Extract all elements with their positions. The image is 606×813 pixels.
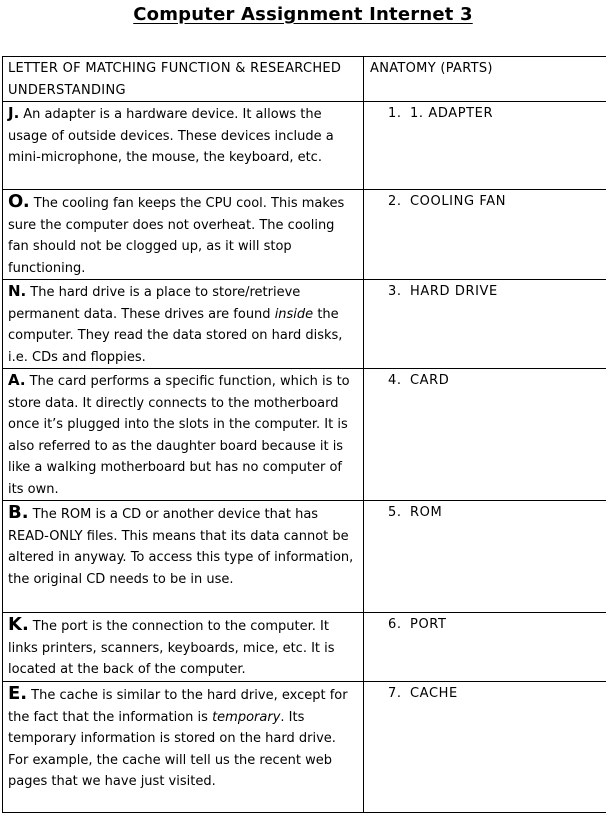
table-row bbox=[3, 280, 606, 369]
part-name: CARD bbox=[410, 373, 449, 388]
letter: A. bbox=[8, 371, 26, 389]
part-number: 2. bbox=[388, 191, 410, 213]
table-row bbox=[3, 102, 606, 190]
part-cell bbox=[364, 102, 606, 190]
part-cell bbox=[364, 369, 606, 501]
part-cell bbox=[364, 190, 606, 280]
function-text: An adapter is a hardware device. It allows the usage of outside devices. These devices include a mini-microphone, the mouse, the keyboard, etc. bbox=[8, 107, 334, 165]
function-cell bbox=[3, 280, 364, 369]
part-cell bbox=[364, 280, 606, 369]
part-name: PORT bbox=[410, 617, 447, 632]
function-cell bbox=[3, 369, 364, 501]
table-row bbox=[3, 369, 606, 501]
function-text: The cooling fan keeps the CPU cool. This makes sure the computer does not overheat. The cooling fan should not be clogged up, as it will stop functioning. bbox=[8, 196, 344, 276]
letter: K. bbox=[8, 614, 29, 635]
part-cell bbox=[364, 682, 606, 813]
part-name: HARD DRIVE bbox=[410, 284, 498, 299]
function-text-cont: . Its temporary information is stored on the hard drive. For example, the cache will tell us the recent web pages that we have just visited. bbox=[8, 710, 336, 790]
table-row bbox=[3, 501, 606, 613]
function-cell bbox=[3, 102, 364, 190]
function-cell bbox=[3, 190, 364, 280]
part-number: 7. bbox=[388, 683, 410, 705]
part-name: 1. ADAPTER bbox=[410, 106, 493, 121]
part-number: 3. bbox=[388, 281, 410, 303]
letter: N. bbox=[8, 282, 26, 300]
part-number: 6. bbox=[388, 614, 410, 636]
table-row bbox=[3, 682, 606, 813]
part-number: 4. bbox=[388, 370, 410, 392]
function-cell bbox=[3, 682, 364, 813]
assignment-table bbox=[2, 56, 606, 813]
letter: J. bbox=[8, 104, 19, 122]
table-row bbox=[3, 190, 606, 280]
function-text: The cache is similar to the hard drive, except for the fact that the information is bbox=[8, 688, 348, 725]
page-title: Computer Assignment Internet 3 bbox=[0, 4, 606, 25]
table-row bbox=[3, 613, 606, 682]
part-name: CACHE bbox=[410, 686, 458, 701]
function-text-cont: the computer. They read the data stored on hard disks, i.e. CDs and floppies. bbox=[8, 307, 342, 365]
header-function: LETTER OF MATCHING FUNCTION & RESEARCHED UNDERSTANDING bbox=[3, 57, 364, 102]
function-text: The ROM is a CD or another device that has READ-ONLY files. This means that its data cannot be altered in anyway. To access this type of information, the original CD needs to be in use. bbox=[8, 507, 353, 587]
header-row bbox=[3, 57, 606, 102]
part-number: 1. bbox=[388, 103, 410, 125]
part-number: 5. bbox=[388, 502, 410, 524]
letter: B. bbox=[8, 502, 29, 523]
part-cell bbox=[364, 501, 606, 613]
letter: O. bbox=[8, 191, 30, 212]
function-cell bbox=[3, 613, 364, 682]
function-text: The port is the connection to the computer. It links printers, scanners, keyboards, mice, etc. It is located at the back of the computer. bbox=[8, 619, 335, 677]
part-cell bbox=[364, 613, 606, 682]
part-name: COOLING FAN bbox=[410, 194, 506, 209]
function-text: The hard drive is a place to store/retrieve permanent data. These drives are found bbox=[8, 285, 300, 322]
function-text: The card performs a specific function, which is to store data. It directly connects to the motherboard once it’s plugged into the slots in the computer. It is also referred to as the daughter board because it is like a walking motherboard but has no computer of its own. bbox=[8, 374, 350, 497]
function-cell bbox=[3, 501, 364, 613]
part-name: ROM bbox=[410, 505, 442, 520]
header-anatomy: ANATOMY (PARTS) bbox=[364, 57, 606, 102]
emphasis: inside bbox=[275, 307, 314, 322]
letter: E. bbox=[8, 683, 27, 704]
emphasis: temporary bbox=[212, 710, 280, 725]
